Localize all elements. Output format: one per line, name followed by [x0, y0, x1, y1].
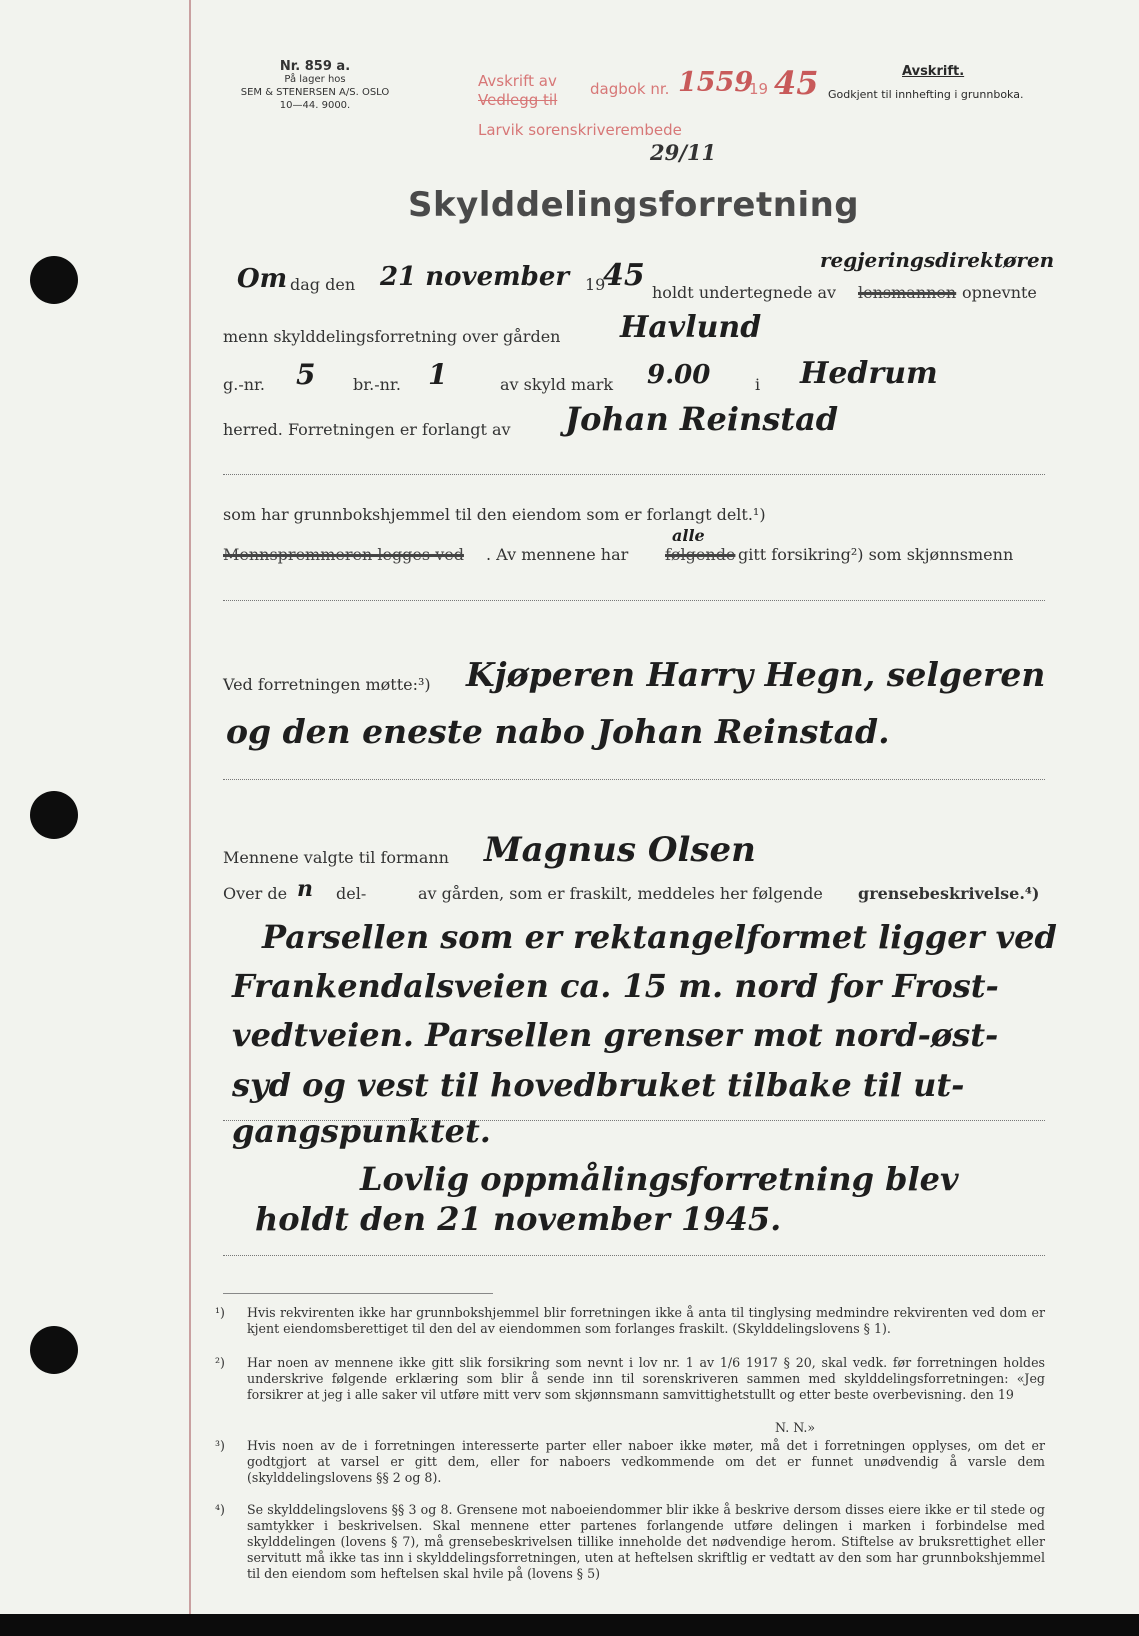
- form-text: som har grunnbokshjemmel til den eiendom som er forlangt delt.¹): [223, 505, 766, 524]
- hand-description-line: holdt den 21 november 1945.: [255, 1200, 782, 1238]
- form-text: Mennene valgte til formann: [223, 848, 449, 867]
- hand-description-line: gangspunktet.: [232, 1112, 491, 1150]
- hand-requester: Johan Reinstad: [565, 400, 839, 438]
- printer-line: SEM & STENERSEN A/S. OSLO: [240, 87, 390, 98]
- form-text: . Av mennene har: [486, 545, 629, 564]
- binder-hole-middle: [30, 791, 78, 839]
- hand-chairman: Magnus Olsen: [484, 830, 756, 870]
- avskrift-label: Avskrift.: [902, 64, 965, 79]
- hand-attendees-cont: og den eneste nabo Johan Reinstad.: [226, 712, 890, 751]
- form-text: opnevnte: [962, 283, 1037, 302]
- dotted-rule: [223, 1255, 1045, 1256]
- avskrift-subtitle: Godkjent til innhefting i grunnboka.: [828, 88, 1024, 101]
- footnote: ⁴) Se skylddelingslovens §§ 3 og 8. Grensene mot naboeiendommer blir ikke å beskrive dersom disses eiere ikke er til stede og samtykker i beskrivelsen. Skal mennene etter partenes forlangende utføre delingen i marken i forbindelse med skylddelingen (lovens § 7), må grensebeskrivelsen tillike inneholde det nødvendige herom. Stiftelse av bruksrettighet eller servitutt må ikke tas inn i skylddelingsforretningen, uten at heftelsen skriftlig er vedtatt av den som har grunnbokshjemmel til den eiendom som heftelsen skal hvile på (lovens § 5): [215, 1502, 1045, 1581]
- hand-description-line: Lovlig oppmålingsforretning blev: [360, 1160, 959, 1198]
- form-text: Over de: [223, 884, 288, 903]
- hand-insert-above: alle: [672, 526, 705, 545]
- form-text: g.-nr.: [223, 375, 266, 394]
- form-number: Nr. 859 a.: [279, 59, 351, 74]
- hand-description-line: vedtveien. Parsellen grenser mot nord-øst-: [232, 1016, 999, 1054]
- form-text: dag den: [290, 275, 356, 294]
- hand-gnr: 5: [296, 358, 316, 391]
- form-text: br.-nr.: [353, 375, 401, 394]
- hand-date: 21 november: [380, 262, 570, 292]
- form-text: 19: [585, 275, 606, 294]
- dagbok-number: 1559: [678, 67, 754, 98]
- dagbok-year: 45: [774, 64, 819, 102]
- hand-description-line: Frankendalsveien ca. 15 m. nord for Frost-: [232, 967, 999, 1005]
- hand-farm: Havlund: [620, 310, 762, 345]
- footnote: ²) Har noen av mennene ikke gitt slik forsikring som nevnt i lov nr. 1 av 1/6 1917 § 20, skal vedk. før forretningen holdes underskrive følgende erklæring som blir å sende inn til sorenskriveren sammen med skylddelingsforretningen: «Jeg forsikrer at jeg i alle saker vil utføre mitt verv som skjønnsmann samvittighetstullt og etter beste overbevisning. den 19: [215, 1355, 1045, 1402]
- stamp-office: Larvik sorenskriverembede: [478, 121, 682, 139]
- form-text-bold: grensebeskrivelse.⁴): [858, 884, 1040, 903]
- dotted-rule: [223, 1120, 1045, 1121]
- footnote: ³) Hvis noen av de i forretningen interesserte parter eller naboer ikke møter, må det i forretningen opplyses, om det er godtgjort at varsel er gitt dem, eller for naboers vedkommende om det er funnet unødvendig å varsle dem (skylddelingslovens §§ 2 og 8).: [215, 1438, 1045, 1485]
- form-text: av skyld mark: [500, 375, 614, 394]
- hand-year: 45: [603, 258, 645, 293]
- hand-attendees: Kjøperen Harry Hegn, selgeren: [466, 655, 1046, 694]
- stamp-vedlegg: Vedlegg til: [478, 91, 558, 109]
- form-text: holdt undertegnede av: [652, 283, 837, 302]
- margin-line: [189, 0, 191, 1636]
- struck-word: følgende: [665, 545, 736, 564]
- footnote-separator: [223, 1293, 493, 1294]
- dotted-rule: [223, 474, 1045, 475]
- binder-hole-bottom: [30, 1326, 78, 1374]
- struck-word: lensmannen: [858, 283, 957, 302]
- form-text: del-: [336, 884, 367, 903]
- printer-line: På lager hos: [284, 74, 346, 85]
- form-text: i: [755, 375, 761, 394]
- hand-description-line: Parsellen som er rektangelformet ligger ved: [262, 918, 1057, 956]
- hand-bnr: 1: [428, 358, 448, 391]
- stamp-dagbok-label: dagbok nr.: [590, 80, 670, 98]
- hand-place: Hedrum: [800, 356, 938, 391]
- hand-insert-above: regjeringsdirektøren: [820, 248, 1055, 272]
- form-text: av gården, som er fraskilt, meddeles her følgende: [418, 884, 823, 903]
- page-title: Skylddelingsforretning: [408, 185, 860, 225]
- footnote: ¹) Hvis rekvirenten ikke har grunnbokshjemmel blir forretningen ikke å anta til tinglysing medmindre rekvirenten ved dom er kjent eiendomsberettiget til den del av eiendommen som forlanges fraskilt. (Skylddelingslovens § 1).: [215, 1305, 1045, 1336]
- dotted-rule: [223, 600, 1045, 601]
- printer-info: [225, 60, 405, 112]
- hand-mark: 9.00: [647, 360, 711, 390]
- hand-inline: n: [297, 876, 313, 902]
- dagbok-date: 29/11: [650, 140, 717, 165]
- scan-edge-bar: [0, 1614, 1139, 1636]
- form-text: gitt forsikring²) som skjønnsmenn: [738, 545, 1014, 564]
- stamp-avskrift: Avskrift av: [478, 72, 557, 90]
- form-text: menn skylddelingsforretning over gården: [223, 327, 561, 346]
- printer-line: 10—44. 9000.: [279, 100, 351, 111]
- form-text: herred. Forretningen er forlangt av: [223, 420, 511, 439]
- stamp-year-prefix: 19: [749, 80, 769, 98]
- hand-om: Om: [237, 264, 288, 294]
- footnote-signature: N. N.»: [775, 1420, 816, 1435]
- form-text: Ved forretningen møtte:³): [223, 675, 431, 694]
- struck-phrase: Mennspremmeren legges ved: [223, 545, 464, 564]
- hand-description-line: syd og vest til hovedbruket tilbake til ut-: [232, 1066, 965, 1104]
- dotted-rule: [223, 779, 1045, 780]
- binder-hole-top: [30, 256, 78, 304]
